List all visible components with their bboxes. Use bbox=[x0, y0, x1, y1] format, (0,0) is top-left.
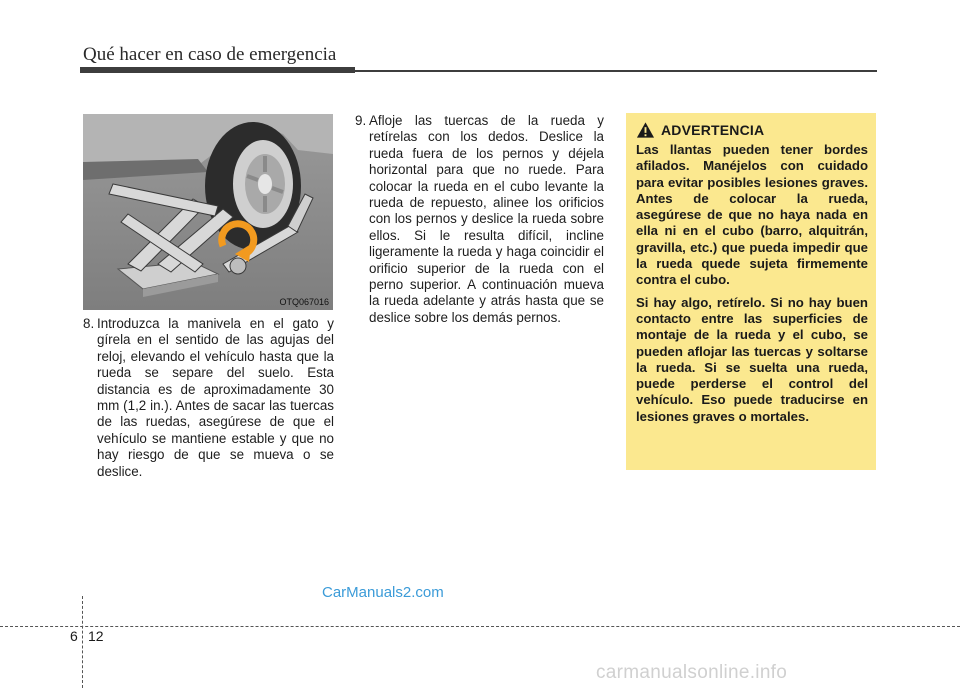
watermark-text: carmanualsonline.info bbox=[596, 662, 788, 683]
warning-paragraph: Si hay algo, retírelo. Si no hay buen contacto entre las superficies de montaje de la rueda y el cubo, se pueden aflojar las tuercas y soltarse la rueda. Si se suelta una rueda, puede perderse el control del vehículo. Eso puede traducirse en lesiones graves o mortales. bbox=[636, 294, 868, 424]
header-rule-thick bbox=[80, 67, 355, 73]
footer-divider-vertical bbox=[82, 596, 83, 688]
step-number: 8. bbox=[83, 316, 95, 331]
warning-title: ADVERTENCIA bbox=[661, 122, 765, 138]
jack-illustration bbox=[83, 114, 333, 310]
jack-drawing bbox=[83, 114, 333, 310]
warning-paragraph: Las llantas pueden tener bordes afilados. Manéjelos con cuidado para evitar posibles lesiones graves. Antes de colocar la rueda, asegúrese de que no haya nada en ella ni en el cubo (barro, alquitrán, gravilla, etc.) que pueda impedir que la rueda quede sujeta firmemente contra el cubo. bbox=[636, 142, 868, 288]
step-text: Introduzca la manivela en el gato y gírela en el sentido de las agujas del reloj, elevando el vehículo hasta que la rueda se separe del suelo. Esta distancia es de aproximadamente 30 mm (1,2 in.). Antes de sacar las tuercas de las ruedas, asegúrese de que el vehículo se mantiene estable y que no hay riesgo de que se mueva o se deslice. bbox=[97, 316, 334, 479]
warning-triangle-icon bbox=[636, 121, 655, 139]
step-8 bbox=[83, 316, 334, 480]
header-rule-thin bbox=[355, 70, 877, 72]
footer-divider-horizontal bbox=[0, 626, 960, 627]
section-title: Qué hacer en caso de emergencia bbox=[83, 44, 337, 65]
watermark-link[interactable]: CarManuals2.com bbox=[322, 584, 444, 601]
warning-box bbox=[626, 113, 876, 470]
figure-code: OTQ067016 bbox=[279, 297, 329, 307]
page-number: 12 bbox=[88, 628, 104, 644]
step-number: 9. bbox=[355, 113, 367, 128]
chapter-number: 6 bbox=[70, 628, 78, 644]
step-text: Afloje las tuercas de la rueda y retírelas con los dedos. Deslice la rueda fuera de los pernos y déjela horizontal para que no ruede. Para colocar la rueda en el cubo levante la rueda de repuesto, alinee los orificios con los pernos y deslice la rueda sobre ellos. Si le resulta difícil, incline ligeramente la rueda y haga coincidir el orificio superior de la rueda con el perno superior. A continuación mueva la rueda adelante y atrás hasta que se deslice sobre los demás pernos. bbox=[369, 113, 604, 325]
warning-header bbox=[636, 121, 868, 139]
step-9 bbox=[355, 113, 604, 326]
